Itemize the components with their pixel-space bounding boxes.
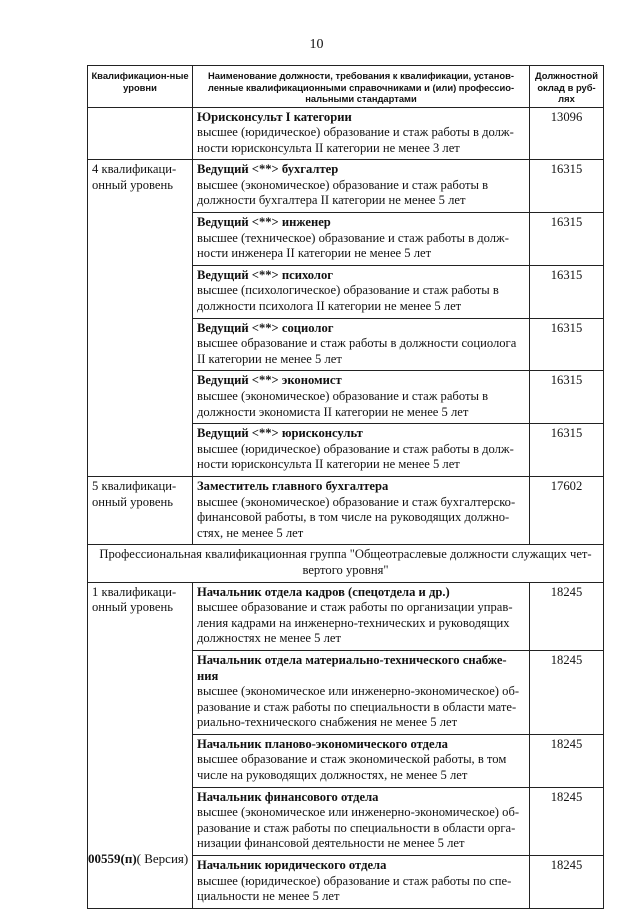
position-title: Начальник юридического отдела bbox=[197, 858, 387, 873]
table-row bbox=[88, 476, 604, 544]
footer bbox=[88, 851, 188, 867]
position-cell bbox=[193, 265, 530, 318]
position-cell bbox=[193, 371, 530, 424]
position-requirements: высшее (экономическое) образование и стаж бухгалтерско-финансовой работы, в том числе на руководящих должно-стях, не менее 5 лет bbox=[197, 494, 516, 540]
position-title: Начальник отдела кадров (спецотдела и др.) bbox=[197, 584, 450, 599]
salary-value: 16315 bbox=[530, 213, 604, 266]
position-title: Начальник планово-экономического отдела bbox=[197, 736, 448, 751]
page-number: 10 bbox=[309, 37, 324, 52]
table-row bbox=[88, 107, 604, 160]
document-version: ( Версия) bbox=[136, 851, 189, 866]
position-title: Начальник отдела материально-технического снабже-ния bbox=[197, 652, 507, 683]
position-requirements: высшее (юридическое) образование и стаж работы в долж-ности юрисконсульта II категории не менее 3 лет bbox=[197, 125, 514, 155]
position-requirements: высшее (юридическое) образование и стаж работы в долж-ности юрисконсульта II категории не менее 5 лет bbox=[197, 441, 514, 472]
position-title: Начальник финансового отдела bbox=[197, 789, 379, 804]
position-title: Ведущий <**> экономист bbox=[197, 373, 342, 388]
position-requirements: высшее (экономическое или инженерно-экономическое) об-разование и стаж работы по специальности в области орга-низации финансовой деятельности не менее 5 лет bbox=[197, 805, 520, 851]
salary-value: 18245 bbox=[530, 650, 604, 734]
qualification-level: 5 квалификаци-онный уровень bbox=[88, 476, 193, 544]
position-cell bbox=[193, 107, 530, 160]
position-title: Ведущий <**> психолог bbox=[197, 267, 334, 282]
salary-value: 18245 bbox=[530, 734, 604, 787]
position-cell bbox=[193, 318, 530, 371]
position-cell bbox=[193, 582, 530, 650]
position-cell bbox=[193, 160, 530, 213]
position-requirements: высшее (экономическое) образование и стаж работы в должности бухгалтера II категории не менее 5 лет bbox=[197, 177, 489, 208]
qualification-level: 1 квалификаци-онный уровень bbox=[88, 582, 193, 908]
qualification-table bbox=[87, 65, 604, 909]
position-title: Ведущий <**> юрисконсульт bbox=[197, 426, 363, 441]
position-cell bbox=[193, 476, 530, 544]
table-row bbox=[88, 160, 604, 213]
position-requirements: высшее (психологическое) образование и стаж работы в должности психолога II категории не менее 5 лет bbox=[197, 283, 499, 314]
salary-value: 16315 bbox=[530, 371, 604, 424]
salary-value: 18245 bbox=[530, 582, 604, 650]
position-requirements: высшее (техническое) образование и стаж работы в долж-ности инженера II категории не менее 5 лет bbox=[197, 230, 509, 261]
header-salary: Должностной оклад в руб-лях bbox=[530, 66, 604, 108]
position-title: Заместитель главного бухгалтера bbox=[197, 478, 389, 493]
position-cell bbox=[193, 424, 530, 477]
position-requirements: высшее (экономическое) образование и стаж работы в должности экономиста II категории не менее 5 лет bbox=[197, 389, 489, 419]
position-title: Ведущий <**> бухгалтер bbox=[197, 162, 339, 177]
salary-value: 16315 bbox=[530, 265, 604, 318]
salary-value: 17602 bbox=[530, 476, 604, 544]
qualification-level: 4 квалификаци-онный уровень bbox=[88, 160, 193, 477]
salary-value: 16315 bbox=[530, 318, 604, 371]
position-title: Юрисконсульт I категории bbox=[197, 109, 352, 124]
salary-value: 13096 bbox=[530, 107, 604, 160]
position-cell bbox=[193, 650, 530, 734]
position-requirements: высшее (экономическое или инженерно-экономическое) об-разование и стаж работы по специальности в области мате-риально-технического снабжения не менее 5 лет bbox=[197, 684, 520, 730]
salary-value: 18245 bbox=[530, 856, 604, 909]
qualification-level bbox=[88, 107, 193, 160]
table-header-row bbox=[88, 66, 604, 108]
header-levels: Квалификацион-ные уровни bbox=[88, 66, 193, 108]
document-code: 00559(п) bbox=[88, 851, 137, 866]
position-requirements: высшее образование и стаж работы в должности социолога II категории не менее 5 лет bbox=[197, 336, 517, 366]
position-cell bbox=[193, 856, 530, 909]
salary-value: 18245 bbox=[530, 787, 604, 855]
position-requirements: высшее (юридическое) образование и стаж работы по спе-циальности не менее 5 лет bbox=[197, 873, 512, 904]
position-requirements: высшее образование и стаж работы по организации управ-ления кадрами на инженерно-технических и руководящих должностях не менее 5 лет bbox=[197, 600, 513, 646]
position-title: Ведущий <**> инженер bbox=[197, 215, 331, 230]
header-position: Наименование должности, требования к квалификации, установ-ленные квалификационными справочниками и (или) профессио-нальными стандартами bbox=[193, 66, 530, 108]
salary-value: 16315 bbox=[530, 160, 604, 213]
position-cell bbox=[193, 734, 530, 787]
position-requirements: высшее образование и стаж экономической работы, в том числе на руководящих должностях, не менее 5 лет bbox=[197, 752, 507, 783]
group-heading-row bbox=[88, 545, 604, 582]
position-title: Ведущий <**> социолог bbox=[197, 320, 334, 335]
group-heading: Профессиональная квалификационная группа "Общеотраслевые должности служащих чет-вертого уровня" bbox=[88, 545, 604, 582]
position-cell bbox=[193, 213, 530, 266]
position-cell bbox=[193, 787, 530, 855]
table-row bbox=[88, 582, 604, 650]
salary-value: 16315 bbox=[530, 424, 604, 477]
